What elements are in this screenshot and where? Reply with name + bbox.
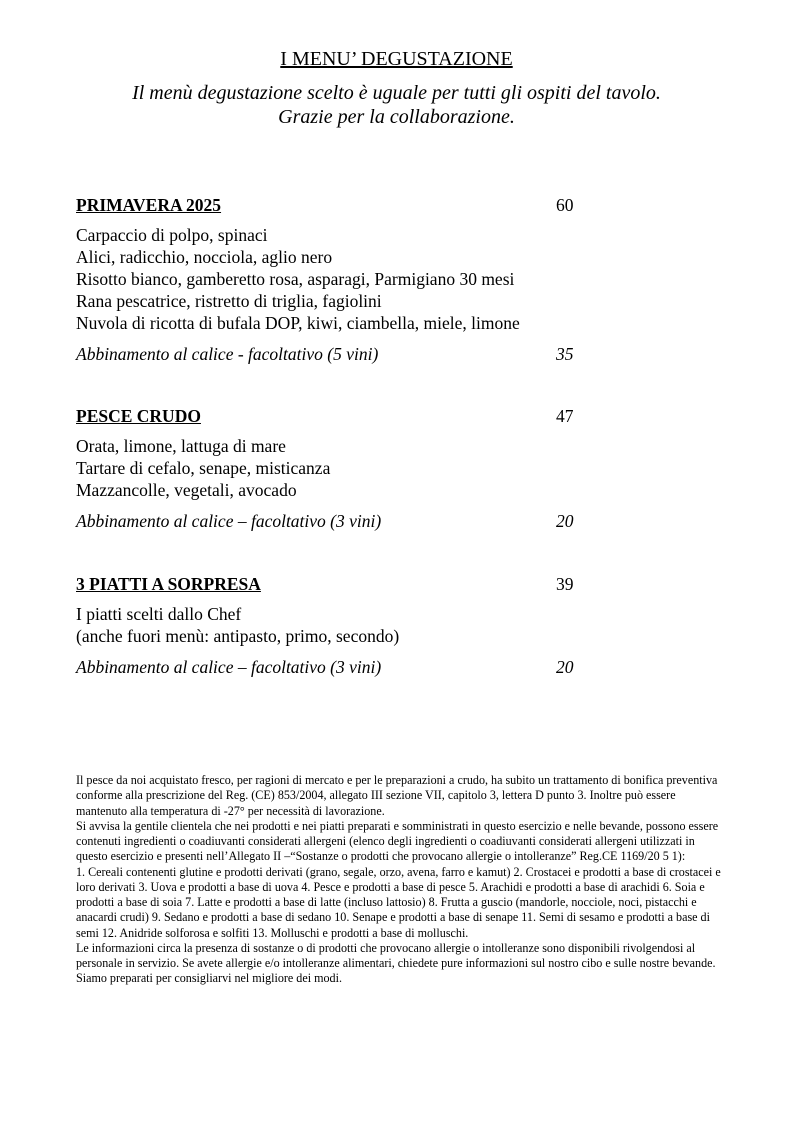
dish-list <box>76 435 596 501</box>
menu-header <box>76 573 596 595</box>
dish-item: Tartare di cefalo, senape, misticanza <box>76 458 331 478</box>
dish-item: Nuvola di ricotta di bufala DOP, kiwi, ciambella, miele, limone <box>76 313 520 333</box>
dish-item: (anche fuori menù: antipasto, primo, secondo) <box>76 626 400 646</box>
menu-header <box>76 405 596 427</box>
dish-item: I piatti scelti dallo Chef <box>76 604 242 624</box>
dish-list <box>76 224 596 334</box>
wine-pairing-label: Abbinamento al calice - facoltativo (5 vini) <box>76 344 379 364</box>
fish-treatment-note: Il pesce da noi acquistato fresco, per ragioni di mercato e per le preparazioni a crudo, ha subito un trattamento di bonifica preventiva conforme alla prescrizione del Reg. (CE) 853/2004, allegato III sezione VII, capitolo 3, lettera D punto 3. Inoltre può essere mantenuto alla temperatura di -27° per necessità di lavorazione. <box>76 773 718 818</box>
wine-pairing-price: 20 <box>556 511 574 531</box>
page-title: I MENU’ DEGUSTAZIONE <box>280 48 513 70</box>
allergen-list: 1. Cereali contenenti glutine e prodotti derivati (grano, segale, orzo, avena, farro e kamut) 2. Crostacei e prodotti a base di crostacei e loro derivati 3. Uova e prodotti a base di uova 4. Pesce e prodotti a base di pesce 5. Arachidi e prodotti a base di arachidi 6. Soia e prodotti a base di soia 7. Latte e prodotti a base di latte (incluso lattosio) 8. Frutta a guscio (mandorle, nocciole, noci, pistacchi e anacardi crudi) 9. Sedano e prodotti a base di sedano 10. Senape e prodotti a base di senape 11. Semi di sesamo e prodotti a base di semi 12. Anidride solforosa e solfiti 13. Molluschi e prodotti a base di molluschi. <box>76 864 721 940</box>
wine-pairing <box>76 656 596 678</box>
menu-section-pesce-crudo <box>76 405 596 532</box>
wine-pairing-price: 35 <box>556 344 574 364</box>
menu-section-sorpresa <box>76 573 596 678</box>
allergen-info-contact: Le informazioni circa la presenza di sostanze o di prodotti che provocano allergie o intolleranze sono disponibili rivolgendosi al personale in servizio. Se avete allergie e/o intolleranze alimentari, chiedete pure informazioni sul nostro cibo e sulle nostre bevande. Siamo preparati per consigliarvi nel migliore dei modi. <box>76 940 716 986</box>
dish-item: Mazzancolle, vegetali, avocado <box>76 480 297 500</box>
dish-item: Alici, radicchio, nocciola, aglio nero <box>76 247 333 267</box>
menu-name: PRIMAVERA 2025 <box>76 195 222 215</box>
dish-item: Orata, limone, lattuga di mare <box>76 436 286 456</box>
wine-pairing <box>76 343 596 365</box>
dish-item: Rana pescatrice, ristretto di triglia, fagiolini <box>76 291 382 311</box>
menu-price: 60 <box>556 195 574 215</box>
menu-name: 3 PIATTI A SORPRESA <box>76 574 261 594</box>
menu-section-primavera <box>76 194 596 365</box>
wine-pairing-label: Abbinamento al calice – facoltativo (3 vini) <box>76 657 382 677</box>
subtitle-line-2: Grazie per la collaborazione. <box>278 106 515 128</box>
dish-list <box>76 603 596 647</box>
allergen-notice: Si avvisa la gentile clientela che nei prodotti e nei piatti preparati e somministrati in questo esercizio e nelle bevande, possono essere contenuti ingredienti o coadiuvanti considerati allergeni (elenco degli ingredienti o coadiuvanti considerati allergeni utilizzati in questo esercizio e presenti nell’Allegato II –“Sostanze o prodotti che provocano allergie o intolleranze” Reg.CE 1169/20 5 1): <box>76 818 719 864</box>
menu-header <box>76 194 596 216</box>
legal-notes <box>76 773 722 987</box>
wine-pairing-label: Abbinamento al calice – facoltativo (3 vini) <box>76 511 382 531</box>
menu-price: 47 <box>556 406 574 426</box>
dish-item: Carpaccio di polpo, spinaci <box>76 225 268 245</box>
wine-pairing <box>76 510 596 532</box>
subtitle-line-1: Il menù degustazione scelto è uguale per tutti gli ospiti del tavolo. <box>132 82 661 104</box>
wine-pairing-price: 20 <box>556 657 574 677</box>
menu-price: 39 <box>556 574 574 594</box>
menu-name: PESCE CRUDO <box>76 406 201 426</box>
dish-item: Risotto bianco, gamberetto rosa, asparagi, Parmigiano 30 mesi <box>76 269 515 289</box>
